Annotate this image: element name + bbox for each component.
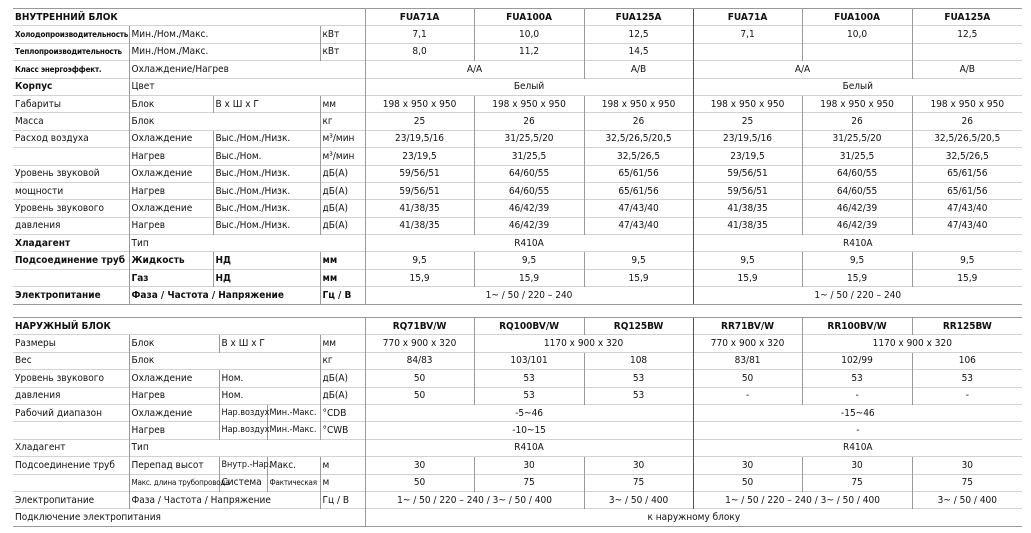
indoor-model: FUA100A xyxy=(802,9,912,26)
row-label-empty xyxy=(13,422,129,439)
outdoor-title: НАРУЖНЫЙ БЛОК xyxy=(13,318,365,335)
row-unit: °CWB xyxy=(320,422,365,439)
row-label: мощности xyxy=(13,182,129,199)
value-cell: 31/25,5 xyxy=(474,148,584,165)
row-sublabel: Тип xyxy=(129,439,365,456)
row-label: Уровень звукового xyxy=(13,370,129,387)
table-row xyxy=(13,200,1022,217)
value-cell: 1~ / 50 / 220 – 240 xyxy=(693,287,1022,304)
value-cell: 53 xyxy=(584,387,693,404)
row-unit: мм xyxy=(320,95,365,112)
value-cell: 59/56/51 xyxy=(693,165,802,182)
value-cell: 75 xyxy=(584,474,693,491)
row-sublabel: НД xyxy=(213,252,320,269)
value-cell: 23/19,5/16 xyxy=(365,130,474,147)
row-label: Хладагент xyxy=(13,439,129,456)
row-label: Подсоединение труб xyxy=(13,252,129,269)
value-cell: 15,9 xyxy=(693,269,802,286)
row-unit: м³/мин xyxy=(320,148,365,165)
value-cell: 25 xyxy=(693,113,802,130)
value-cell: к наружному блоку xyxy=(365,509,1022,526)
value-cell: 1~ / 50 / 220 – 240 / 3~ / 50 / 400 xyxy=(693,491,912,508)
row-label: Холодопроизводительность xyxy=(13,26,129,43)
value-cell: 64/60/55 xyxy=(802,182,912,199)
table-row xyxy=(13,474,1022,491)
value-cell: -5~46 xyxy=(365,404,693,421)
row-sublabel: Жидкость xyxy=(129,252,213,269)
row-sublabel: Фаза / Частота / Напряжение xyxy=(129,287,320,304)
value-cell: 198 x 950 x 950 xyxy=(693,95,802,112)
indoor-spec-table xyxy=(13,8,1022,305)
value-cell: 46/42/39 xyxy=(474,217,584,234)
row-sublabel: Блок xyxy=(129,352,320,369)
value-cell: 11,2 xyxy=(474,43,584,60)
value-cell: 59/56/51 xyxy=(365,165,474,182)
value-cell: -10~15 xyxy=(365,422,693,439)
row-sublabel: Охлаждение xyxy=(129,130,213,147)
table-row xyxy=(13,352,1022,369)
value-cell: A/A xyxy=(365,61,584,78)
value-cell: 7,1 xyxy=(693,26,802,43)
outdoor-model: RR100BV/W xyxy=(802,318,912,335)
table-row xyxy=(13,439,1022,456)
row-sublabel: Ном. xyxy=(219,370,320,387)
value-cell: 102/99 xyxy=(802,352,912,369)
value-cell: - xyxy=(802,387,912,404)
value-cell: 25 xyxy=(365,113,474,130)
row-unit: мм xyxy=(320,335,365,352)
row-sublabel: НД xyxy=(213,269,320,286)
value-cell: 83/81 xyxy=(693,352,802,369)
row-sublabel: Охлаждение/Нагрев xyxy=(129,61,365,78)
row-label: Электропитание xyxy=(13,287,129,304)
row-label: Подключение электропитания xyxy=(13,509,365,526)
value-cell: 32,5/26,5/20,5 xyxy=(584,130,693,147)
table-row xyxy=(13,370,1022,387)
row-sublabel: В x Ш x Г xyxy=(213,95,320,112)
indoor-model: FUA100A xyxy=(474,9,584,26)
value-cell: 26 xyxy=(584,113,693,130)
value-cell: 7,1 xyxy=(365,26,474,43)
value-cell: -15~46 xyxy=(693,404,1022,421)
value-cell: 9,5 xyxy=(474,252,584,269)
table-row xyxy=(13,217,1022,234)
row-sublabel: Блок xyxy=(129,113,320,130)
row-sublabel: Блок xyxy=(129,335,219,352)
value-cell: 9,5 xyxy=(802,252,912,269)
row-label: Теплопроизводительность xyxy=(13,43,129,60)
row-label: Размеры xyxy=(13,335,129,352)
value-cell: 32,5/26,5 xyxy=(584,148,693,165)
table-row xyxy=(13,335,1022,352)
value-cell: Белый xyxy=(365,78,693,95)
value-cell: 30 xyxy=(365,457,474,474)
value-cell: - xyxy=(912,387,1022,404)
value-cell: 198 x 950 x 950 xyxy=(474,95,584,112)
row-label: Класс энергоэффект. xyxy=(13,61,129,78)
row-sublabel: Цвет xyxy=(129,78,365,95)
value-cell: 41/38/35 xyxy=(365,217,474,234)
value-cell: 47/43/40 xyxy=(584,217,693,234)
row-label-empty xyxy=(13,474,129,491)
value-cell: 15,9 xyxy=(912,269,1022,286)
table-row xyxy=(13,252,1022,269)
value-cell: 53 xyxy=(584,370,693,387)
value-cell: 770 x 900 x 320 xyxy=(693,335,802,352)
value-cell: 65/61/56 xyxy=(912,182,1022,199)
value-cell: 770 x 900 x 320 xyxy=(365,335,474,352)
table-row xyxy=(13,61,1022,78)
table-row xyxy=(13,113,1022,130)
value-cell: 1170 x 900 x 320 xyxy=(474,335,693,352)
value-cell: 198 x 950 x 950 xyxy=(802,95,912,112)
table-row xyxy=(13,95,1022,112)
value-cell: 26 xyxy=(912,113,1022,130)
row-sublabel: Внутр.-Нар. xyxy=(219,457,267,474)
table-row xyxy=(13,287,1022,304)
table-row xyxy=(13,491,1022,508)
value-cell xyxy=(802,43,912,60)
value-cell: 84/83 xyxy=(365,352,474,369)
table-row xyxy=(13,269,1022,286)
row-sublabel: Нагрев xyxy=(129,422,219,439)
value-cell: 23/19,5 xyxy=(693,148,802,165)
value-cell: 53 xyxy=(474,387,584,404)
table-row xyxy=(13,404,1022,421)
value-cell: 47/43/40 xyxy=(584,200,693,217)
value-cell: Белый xyxy=(693,78,1022,95)
value-cell: 9,5 xyxy=(912,252,1022,269)
row-unit: дБ(А) xyxy=(320,165,365,182)
outdoor-header-row xyxy=(13,318,1022,335)
value-cell: 46/42/39 xyxy=(474,200,584,217)
value-cell: 10,0 xyxy=(474,26,584,43)
value-cell: 41/38/35 xyxy=(365,200,474,217)
value-cell: 198 x 950 x 950 xyxy=(365,95,474,112)
table-row xyxy=(13,387,1022,404)
value-cell: R410A xyxy=(693,235,1022,252)
value-cell: 64/60/55 xyxy=(474,182,584,199)
value-cell: 9,5 xyxy=(693,252,802,269)
row-sublabel: Охлаждение xyxy=(129,165,213,182)
row-unit: кг xyxy=(320,113,365,130)
table-row xyxy=(13,509,1022,526)
row-sublabel: В x Ш x Г xyxy=(219,335,320,352)
row-sublabel: Выс./Ном. xyxy=(213,148,320,165)
value-cell: 46/42/39 xyxy=(802,200,912,217)
row-sublabel: Нагрев xyxy=(129,387,219,404)
indoor-header-row xyxy=(13,9,1022,26)
row-sublabel: Система xyxy=(219,474,267,491)
row-sublabel: Блок xyxy=(129,95,213,112)
value-cell: 108 xyxy=(584,352,693,369)
value-cell: 75 xyxy=(802,474,912,491)
row-label: Хладагент xyxy=(13,235,129,252)
value-cell: 50 xyxy=(693,474,802,491)
value-cell: 50 xyxy=(365,474,474,491)
row-unit: °CDB xyxy=(320,404,365,421)
row-unit: дБ(А) xyxy=(320,182,365,199)
row-label: Расход воздуха xyxy=(13,130,129,147)
value-cell: 46/42/39 xyxy=(802,217,912,234)
row-sublabel: Нагрев xyxy=(129,217,213,234)
row-sublabel: Перепад высот xyxy=(129,457,219,474)
value-cell: 41/38/35 xyxy=(693,217,802,234)
value-cell: 103/101 xyxy=(474,352,584,369)
value-cell: 26 xyxy=(474,113,584,130)
value-cell: 198 x 950 x 950 xyxy=(584,95,693,112)
row-unit: кг xyxy=(320,352,365,369)
value-cell: 65/61/56 xyxy=(912,165,1022,182)
row-sublabel: Газ xyxy=(129,269,213,286)
value-cell: 15,9 xyxy=(365,269,474,286)
row-sublabel: Нагрев xyxy=(129,182,213,199)
value-cell: 31/25,5/20 xyxy=(802,130,912,147)
value-cell: A/A xyxy=(693,61,912,78)
value-cell: 31/25,5 xyxy=(802,148,912,165)
value-cell: 23/19,5 xyxy=(365,148,474,165)
value-cell: 9,5 xyxy=(365,252,474,269)
value-cell: 12,5 xyxy=(912,26,1022,43)
row-label: Вес xyxy=(13,352,129,369)
row-sublabel: Мин./Ном./Макс. xyxy=(129,26,320,43)
row-sublabel: Мин.-Макс. xyxy=(267,404,320,421)
indoor-model: FUA125A xyxy=(584,9,693,26)
row-sublabel: Охлаждение xyxy=(129,404,219,421)
value-cell xyxy=(912,43,1022,60)
value-cell: A/B xyxy=(584,61,693,78)
row-sublabel: Мин.-Макс. xyxy=(267,422,320,439)
indoor-model: FUA71A xyxy=(693,9,802,26)
value-cell: 75 xyxy=(474,474,584,491)
value-cell: 10,0 xyxy=(802,26,912,43)
row-label: давления xyxy=(13,217,129,234)
value-cell: 75 xyxy=(912,474,1022,491)
row-label: Корпус xyxy=(13,78,129,95)
table-row xyxy=(13,165,1022,182)
row-label: Подсоединение труб xyxy=(13,457,129,474)
row-unit: дБ(А) xyxy=(320,200,365,217)
row-sublabel: Выс./Ном./Низк. xyxy=(213,182,320,199)
table-row xyxy=(13,182,1022,199)
row-label: Уровень звуковой xyxy=(13,165,129,182)
row-label: Уровень звукового xyxy=(13,200,129,217)
value-cell: 31/25,5/20 xyxy=(474,130,584,147)
row-sublabel: Мин./Ном./Макс. xyxy=(129,43,320,60)
value-cell: 198 x 950 x 950 xyxy=(912,95,1022,112)
row-unit: дБ(А) xyxy=(320,370,365,387)
value-cell: R410A xyxy=(365,235,693,252)
table-row xyxy=(13,148,1022,165)
indoor-model: FUA125A xyxy=(912,9,1022,26)
value-cell: 32,5/26,5 xyxy=(912,148,1022,165)
value-cell: 59/56/51 xyxy=(693,182,802,199)
value-cell: 1170 x 900 x 320 xyxy=(802,335,1022,352)
value-cell: 53 xyxy=(912,370,1022,387)
value-cell: 64/60/55 xyxy=(474,165,584,182)
value-cell: 26 xyxy=(802,113,912,130)
outdoor-model: RR125BW xyxy=(912,318,1022,335)
table-row xyxy=(13,43,1022,60)
indoor-model: FUA71A xyxy=(365,9,474,26)
row-label: давления xyxy=(13,387,129,404)
value-cell: 41/38/35 xyxy=(693,200,802,217)
row-unit: мм xyxy=(320,269,365,286)
value-cell: 15,9 xyxy=(584,269,693,286)
outdoor-model: RQ71BV/W xyxy=(365,318,474,335)
row-sublabel: Выс./Ном./Низк. xyxy=(213,130,320,147)
row-sublabel: Нагрев xyxy=(129,148,213,165)
row-sublabel: Выс./Ном./Низк. xyxy=(213,200,320,217)
row-unit: Гц / В xyxy=(320,287,365,304)
value-cell: 8,0 xyxy=(365,43,474,60)
value-cell: 14,5 xyxy=(584,43,693,60)
value-cell: 50 xyxy=(365,387,474,404)
row-sublabel: Выс./Ном./Низк. xyxy=(213,165,320,182)
value-cell: 47/43/40 xyxy=(912,217,1022,234)
value-cell: 23/19,5/16 xyxy=(693,130,802,147)
value-cell: 32,5/26,5/20,5 xyxy=(912,130,1022,147)
row-sublabel: Макс. xyxy=(267,457,320,474)
value-cell: 1~ / 50 / 220 – 240 xyxy=(365,287,693,304)
value-cell: 30 xyxy=(693,457,802,474)
row-label: Масса xyxy=(13,113,129,130)
row-sublabel: Нар.воздух xyxy=(219,404,267,421)
row-sublabel: Фаза / Частота / Напряжение xyxy=(129,491,320,508)
row-sublabel: Макс. длина трубопровода xyxy=(129,474,219,491)
row-sublabel: Нар.воздух xyxy=(219,422,267,439)
table-row xyxy=(13,235,1022,252)
row-sublabel: Тип xyxy=(129,235,365,252)
value-cell: 53 xyxy=(474,370,584,387)
row-label-empty xyxy=(13,269,129,286)
table-row xyxy=(13,26,1022,43)
value-cell: 30 xyxy=(802,457,912,474)
row-label: Габариты xyxy=(13,95,129,112)
value-cell: - xyxy=(693,422,1022,439)
row-unit: кВт xyxy=(320,43,365,60)
outdoor-model: RR71BV/W xyxy=(693,318,802,335)
value-cell: A/B xyxy=(912,61,1022,78)
table-row xyxy=(13,78,1022,95)
row-unit: кВт xyxy=(320,26,365,43)
row-unit: м³/мин xyxy=(320,130,365,147)
row-sublabel: Охлаждение xyxy=(129,370,219,387)
outdoor-model: RQ125BW xyxy=(584,318,693,335)
table-row xyxy=(13,457,1022,474)
value-cell: 47/43/40 xyxy=(912,200,1022,217)
value-cell: 50 xyxy=(693,370,802,387)
row-label: Рабочий диапазон xyxy=(13,404,129,421)
row-unit: дБ(А) xyxy=(320,387,365,404)
table-row xyxy=(13,422,1022,439)
indoor-title: ВНУТРЕННИЙ БЛОК xyxy=(13,9,365,26)
value-cell: 1~ / 50 / 220 – 240 / 3~ / 50 / 400 xyxy=(365,491,584,508)
row-label: Электропитание xyxy=(13,491,129,508)
row-label-empty xyxy=(13,148,129,165)
value-cell: 64/60/55 xyxy=(802,165,912,182)
row-unit: м xyxy=(320,457,365,474)
value-cell: 30 xyxy=(912,457,1022,474)
row-sublabel: Выс./Ном./Низк. xyxy=(213,217,320,234)
row-sublabel: Ном. xyxy=(219,387,320,404)
row-sublabel: Охлаждение xyxy=(129,200,213,217)
value-cell: - xyxy=(693,387,802,404)
outdoor-model: RQ100BV/W xyxy=(474,318,584,335)
value-cell: 15,9 xyxy=(802,269,912,286)
value-cell: 30 xyxy=(474,457,584,474)
row-unit: м xyxy=(320,474,365,491)
table-row xyxy=(13,130,1022,147)
value-cell: 15,9 xyxy=(474,269,584,286)
value-cell xyxy=(693,43,802,60)
value-cell: 59/56/51 xyxy=(365,182,474,199)
value-cell: 3~ / 50 / 400 xyxy=(584,491,693,508)
value-cell: 106 xyxy=(912,352,1022,369)
value-cell: 9,5 xyxy=(584,252,693,269)
value-cell: 53 xyxy=(802,370,912,387)
value-cell: 65/61/56 xyxy=(584,182,693,199)
row-unit: дБ(А) xyxy=(320,217,365,234)
row-unit: мм xyxy=(320,252,365,269)
value-cell: R410A xyxy=(365,439,693,456)
row-unit: Гц / В xyxy=(320,491,365,508)
value-cell: 12,5 xyxy=(584,26,693,43)
row-sublabel: Фактическая xyxy=(267,474,320,491)
outdoor-spec-table xyxy=(13,317,1022,527)
value-cell: R410A xyxy=(693,439,1022,456)
value-cell: 3~ / 50 / 400 xyxy=(912,491,1022,508)
value-cell: 30 xyxy=(584,457,693,474)
value-cell: 50 xyxy=(365,370,474,387)
value-cell: 65/61/56 xyxy=(584,165,693,182)
